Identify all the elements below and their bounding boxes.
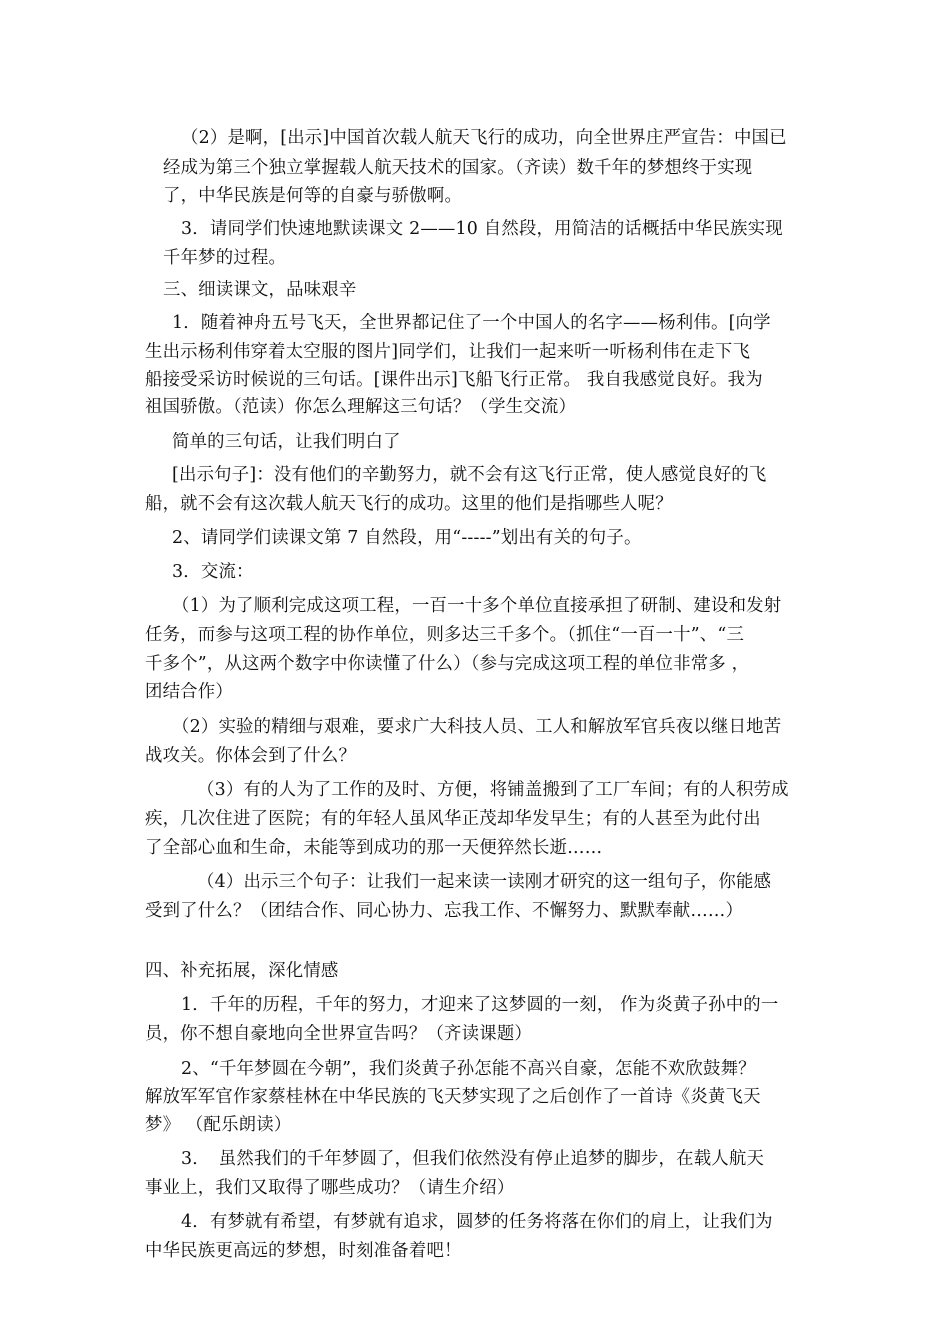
text-line: [出示句子]：没有他们的辛勤努力，就不会有这飞行正常，使人感觉良好的飞 (172, 465, 767, 485)
text-line: 任务，而参与这项工程的协作单位，则多达三千多个。（抓住“一百一十”、“三 (145, 625, 745, 645)
text-line: 中华民族更高远的梦想，时刻准备着吧！ (145, 1241, 462, 1261)
text-line: 3．交流： (172, 562, 254, 582)
text-line: 受到了什么？（团结合作、同心协力、忘我工作、不懈努力、默默奉献……） (145, 901, 744, 921)
text-line: 4．有梦就有希望，有梦就有追求，圆梦的任务将落在你们的肩上，让我们为 (181, 1212, 773, 1232)
text-line: （3）有的人为了工作的及时、方便，将铺盖搬到了工厂车间；有的人积劳成 (197, 780, 789, 800)
text-line: 生出示杨利伟穿着太空服的图片]同学们，让我们一起来听一听杨利伟在走下飞 (145, 342, 751, 362)
text-line: （1）为了顺利完成这项工程，一百一十多个单位直接承担了研制、建设和发射 (172, 596, 782, 616)
text-line: 事业上，我们又取得了哪些成功？（请生介绍） (145, 1178, 515, 1198)
text-line: （4）出示三个句子：让我们一起来读一读刚才研究的这一组句子，你能感 (197, 872, 772, 892)
text-line: 团结合作） (145, 682, 233, 702)
heading-text: 三、细读课文，品味艰辛 (163, 280, 357, 300)
text-line: 千年梦的过程。 (163, 248, 287, 268)
text-line: 梦》 （配乐朗读） (145, 1115, 292, 1135)
text-line: （2）实验的精细与艰难，要求广大科技人员、工人和解放军官兵夜以继日地苦 (172, 717, 782, 737)
text-line: 战攻关。你体会到了什么？ (145, 746, 357, 766)
text-line: 3． 虽然我们的千年梦圆了，但我们依然没有停止追梦的脚步，在载人航天 (181, 1149, 765, 1169)
text-line: （2）是啊，[出示]中国首次载人航天飞行的成功，向全世界庄严宣告：中国已 (181, 128, 787, 148)
text-line: 船，就不会有这次载人航天飞行的成功。这里的他们是指哪些人呢？ (145, 494, 673, 514)
text-line: 3．请同学们快速地默读课文 2——10 自然段，用简洁的话概括中华民族实现 (181, 219, 783, 239)
text-line: 解放军军官作家蔡桂林在中华民族的飞天梦实现了之后创作了一首诗《炎黄飞天 (145, 1087, 761, 1107)
text-line: 简单的三句话，让我们明白了 (172, 432, 401, 452)
text-line: 2、请同学们读课文第 7 自然段，用“-----”划出有关的句子。 (172, 528, 642, 548)
text-line: 2、“千年梦圆在今朝”，我们炎黄子孙怎能不高兴自豪，怎能不欢欣鼓舞？ (181, 1059, 756, 1079)
text-line: 1．随着神舟五号飞天，全世界都记住了一个中国人的名字——杨利伟。[向学 (172, 313, 771, 333)
text-line: 祖国骄傲。（范读）你怎么理解这三句话？（学生交流） (145, 397, 577, 417)
text-line: 疾，几次住进了医院；有的年轻人虽风华正茂却华发早生；有的人甚至为此付出 (145, 809, 761, 829)
text-line: 员，你不想自豪地向全世界宣告吗？（齐读课题） (145, 1024, 532, 1044)
text-line: 1．千年的历程，千年的努力，才迎来了这梦圆的一刻， 作为炎黄子孙中的一 (181, 995, 779, 1015)
text-line: 了，中华民族是何等的自豪与骄傲啊。 (163, 186, 463, 206)
heading-text: 四、补充拓展，深化情感 (145, 961, 339, 981)
text-line: 了全部心血和生命，未能等到成功的那一天便猝然长逝…… (145, 838, 603, 858)
text-line: 千多个”，从这两个数字中你读懂了什么）（参与完成这项工程的单位非常多 ， (145, 654, 750, 674)
text-line: 船接受采访时候说的三句话。[课件出示]飞船飞行正常。 我自我感觉良好。我为 (145, 370, 763, 390)
text-line: 经成为第三个独立掌握载人航天技术的国家。（齐读）数千年的梦想终于实现 (163, 158, 753, 178)
